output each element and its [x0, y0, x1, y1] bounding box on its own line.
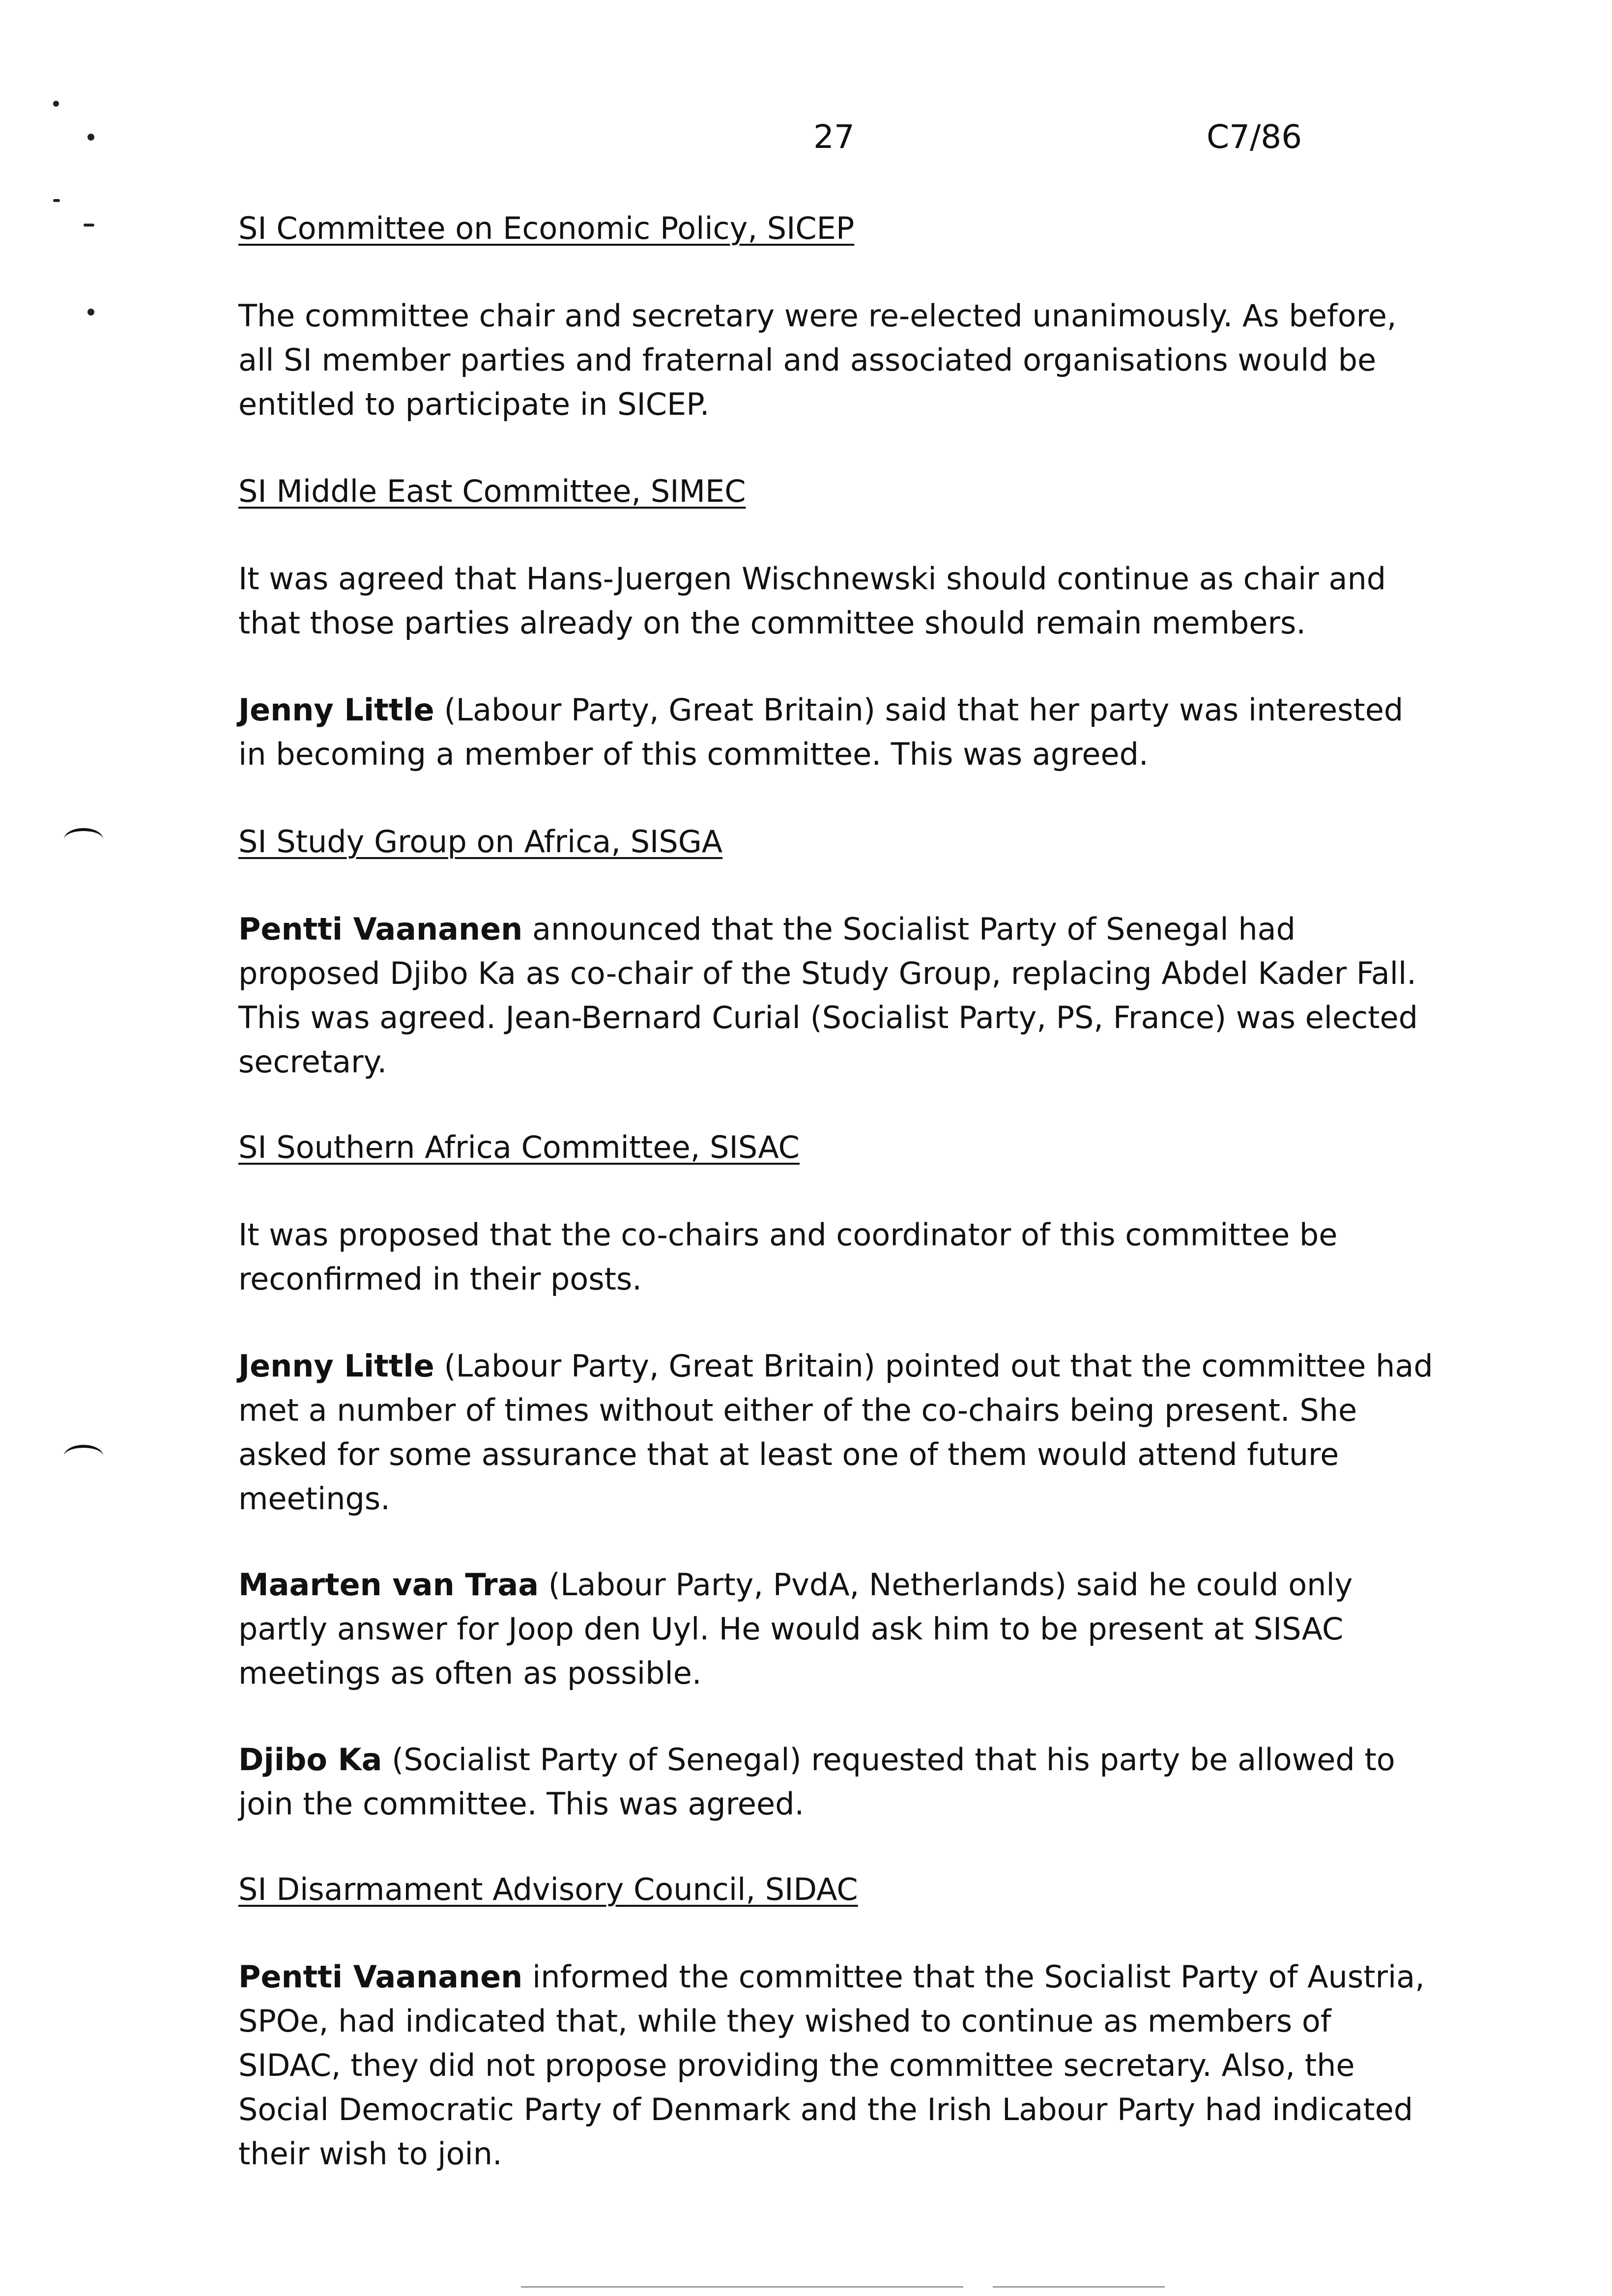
- speaker-name: Jenny Little: [238, 1348, 434, 1384]
- speaker-name: Jenny Little: [238, 692, 434, 728]
- scan-dot: [53, 101, 59, 107]
- paragraph: [238, 1955, 1438, 2176]
- paragraph-text: announced that the Socialist Party of Senegal had proposed Djibo Ka as co-chair of the Study Group, replacing Abdel Kader Fall. This was agreed. Jean-Bernard Curial (Socialist Party, PS, France) was elected secretary.: [238, 911, 1418, 1080]
- document-reference: C7/86: [1207, 118, 1302, 156]
- paragraph-text: (Labour Party, Great Britain) said that her party was interested in becoming a member of this committee. This was agreed.: [238, 692, 1404, 772]
- speaker-name: Maarten van Traa: [238, 1567, 539, 1603]
- hole-punch-mark: [64, 1445, 103, 1467]
- section-heading-sisga: SI Study Group on Africa, SISGA: [238, 824, 723, 860]
- paragraph: [238, 688, 1438, 776]
- section-heading-simec: SI Middle East Committee, SIMEC: [238, 473, 746, 509]
- paragraph-text: (Labour Party, Great Britain) pointed out that the committee had met a number of times without either of the co-chairs being present. She asked for some assurance that at least one of them would attend future meetings.: [238, 1348, 1433, 1517]
- paragraph-text: (Socialist Party of Senegal) requested that his party be allowed to join the committee. This was agreed.: [238, 1742, 1395, 1822]
- section-heading-sicep: SI Committee on Economic Policy, SICEP: [238, 210, 855, 246]
- scan-dot: [87, 309, 94, 316]
- hole-punch-mark: [64, 828, 103, 851]
- paragraph-text: (Labour Party, PvdA, Netherlands) said he could only partly answer for Joop den Uyl. He would ask him to be present at SISAC meetings as often as possible.: [238, 1567, 1353, 1691]
- bottom-edge-line: [521, 2286, 963, 2288]
- paragraph: [238, 907, 1438, 1084]
- scan-dot: [84, 224, 94, 227]
- section-heading-sisac: SI Southern Africa Committee, SISAC: [238, 1129, 800, 1165]
- paragraph-text: The committee chair and secretary were re-elected unanimously. As before, all SI member parties and fraternal and associated organisations would be entitled to participate in SICEP.: [238, 298, 1397, 422]
- paragraph: [238, 294, 1438, 427]
- speaker-name: Djibo Ka: [238, 1742, 382, 1778]
- scan-dot: [87, 134, 94, 141]
- paragraph: [238, 557, 1438, 645]
- scan-dot: [53, 199, 60, 202]
- paragraph: [238, 1344, 1438, 1521]
- paragraph: [238, 1563, 1438, 1695]
- speaker-name: Pentti Vaananen: [238, 911, 523, 947]
- bottom-edge-line: [993, 2286, 1165, 2288]
- paragraph: [238, 1213, 1438, 1301]
- paragraph-text: informed the committee that the Socialist Party of Austria, SPOe, had indicated that, while they wished to continue as members of SIDAC, they did not propose providing the committee secretary. Also, the Social Democratic Party of Denmark and the Irish Labour Party had indicated their wish to join.: [238, 1959, 1425, 2172]
- paragraph-text: It was proposed that the co-chairs and coordinator of this committee be reconfirmed in their posts.: [238, 1217, 1338, 1297]
- speaker-name: Pentti Vaananen: [238, 1959, 523, 1995]
- paragraph: [238, 1738, 1438, 1826]
- page-number: 27: [813, 118, 855, 156]
- paragraph-text: It was agreed that Hans-Juergen Wischnewski should continue as chair and that those parties already on the committee should remain members.: [238, 561, 1386, 641]
- section-heading-sidac: SI Disarmament Advisory Council, SIDAC: [238, 1871, 858, 1907]
